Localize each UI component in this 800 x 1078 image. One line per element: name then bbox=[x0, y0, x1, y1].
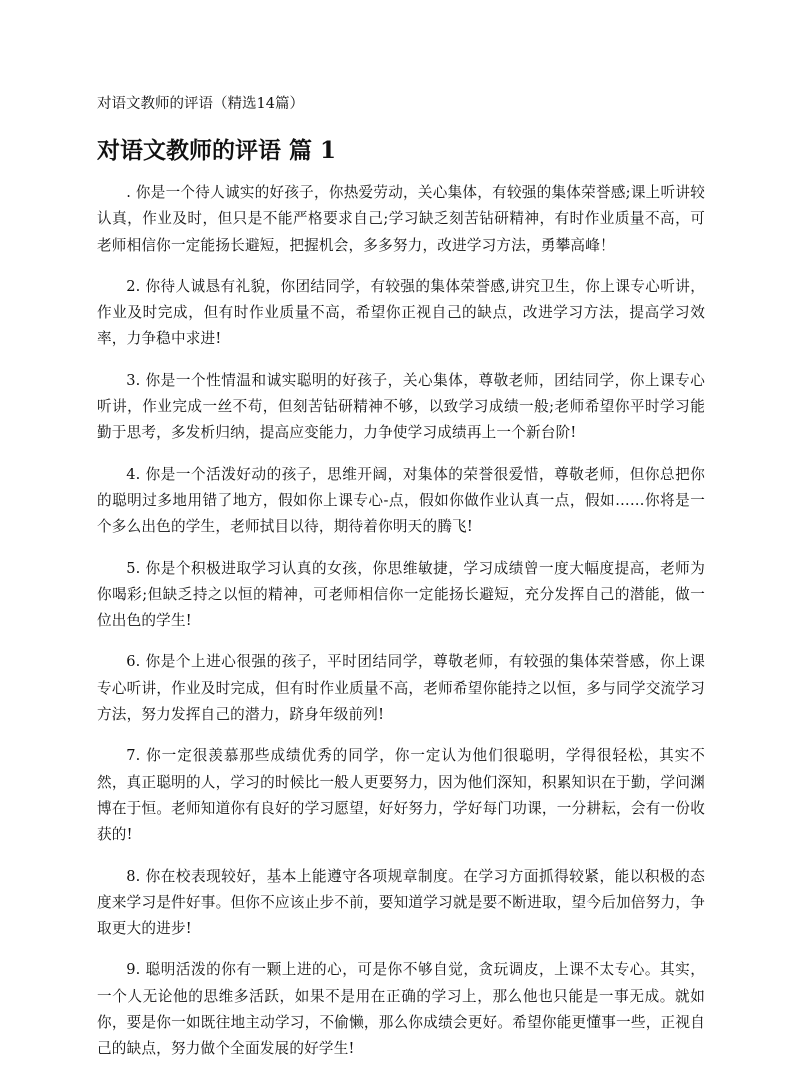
comment-paragraph-3: 3. 你是一个性情温和诚实聪明的好孩子，关心集体，尊敬老师，团结同学，你上课专心听讲，作业完成一丝不苟，但刻苦钻研精神不够，以致学习成绩一般;老师希望你平时学习能勤于思考，多发析归纳，提高应变能力，力争使学习成绩再上一个新台阶! bbox=[97, 371, 705, 442]
comment-paragraph-7: 7. 你一定很羡慕那些成绩优秀的同学，你一定认为他们很聪明，学得很轻松，其实不然，真正聪明的人，学习的时候比一般人更要努力，因为他们深知，积累知识在于勤，学问渊博在于恒。老师知道你有良好的学习愿望，好好努力，学好每门功课，一分耕耘，会有一份收获的! bbox=[97, 747, 705, 844]
document-title: 对语文教师的评语（精选14篇） bbox=[97, 96, 304, 112]
comment-paragraph-9: 9. 聪明活泼的你有一颗上进的心，可是你不够自觉，贪玩调皮，上课不太专心。其实，一个人无论他的思维多活跃，如果不是用在正确的学习上，那么他也只能是一事无成。就如你，要是你一如既往地主动学习，不偷懒，那么你成绩会更好。希望你能更懂事一些，正视自己的缺点，努力做个全面发展的好学生! bbox=[97, 961, 705, 1058]
comment-paragraph-6: 6. 你是个上进心很强的孩子，平时团结同学，尊敬老师，有较强的集体荣誉感，你上课专心听讲，作业及时完成，但有时作业质量不高，老师希望你能持之以恒，多与同学交流学习方法，努力发挥自己的潜力，跻身年级前列! bbox=[97, 653, 705, 724]
comment-paragraph-5: 5. 你是个积极进取学习认真的女孩，你思维敏捷，学习成绩曾一度大幅度提高，老师为你喝彩;但缺乏持之以恒的精神，可老师相信你一定能扬长避短，充分发挥自己的潜能，做一位出色的学生! bbox=[97, 559, 705, 630]
comment-paragraph-2: 2. 你待人诚恳有礼貌，你团结同学，有较强的集体荣誉感,讲究卫生，你上课专心听讲，作业及时完成，但有时作业质量不高，希望你正视自己的缺点，改进学习方法，提高学习效率，力争稳中求进! bbox=[97, 277, 705, 348]
comment-paragraph-8: 8. 你在校表现较好，基本上能遵守各项规章制度。在学习方面抓得较紧，能以积极的态度来学习是件好事。但你不应该止步不前，要知道学习就是要不断进取，望今后加倍努力，争取更大的进步! bbox=[97, 867, 705, 938]
comment-list bbox=[97, 180, 705, 1078]
section-heading: 对语文教师的评语 篇 1 bbox=[97, 137, 337, 164]
comment-paragraph-4: 4. 你是一个活泼好动的孩子，思维开阔，对集体的荣誉很爱惜，尊敬老师，但你总把你的聪明过多地用错了地方，假如你上课专心-点，假如你做作业认真一点，假如……你将是一个多么出色的学生，老师拭目以待，期待着你明天的腾飞! bbox=[97, 465, 705, 536]
comment-paragraph-1: . 你是一个待人诚实的好孩子，你热爱劳动，关心集体，有较强的集体荣誉感;课上听讲较认真，作业及时，但只是不能严格要求自己;学习缺乏刻苦钻研精神，有时作业质量不高，可老师相信你一定能扬长避短，把握机会，多多努力，改进学习方法，勇攀高峰！ bbox=[97, 184, 705, 254]
